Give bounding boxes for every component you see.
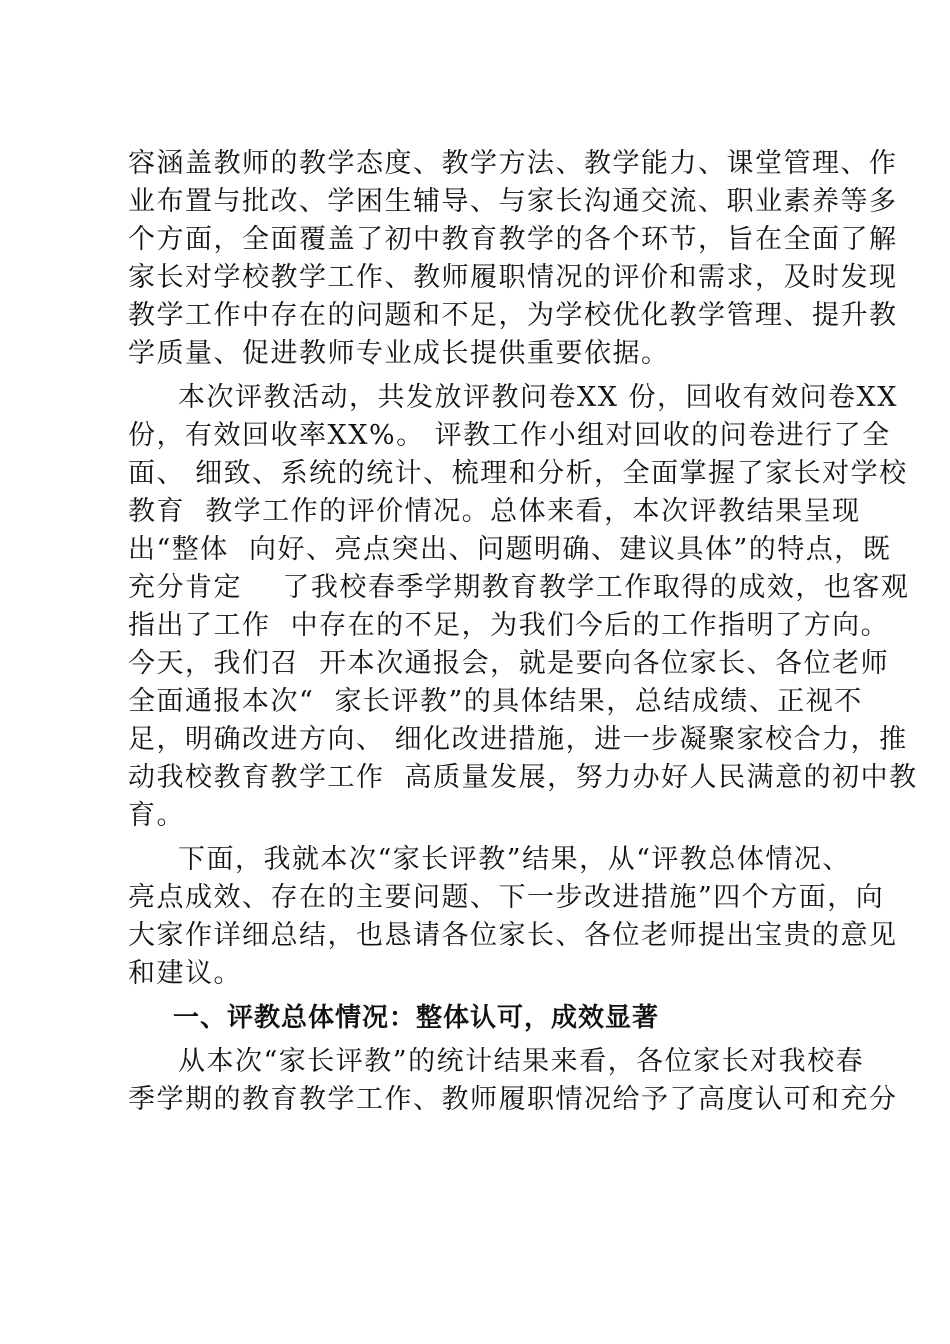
text-line: 育。 xyxy=(128,800,185,831)
text-line: 面、 细致、系统的统计、梳理和分析，全面掌握了家长对学校 xyxy=(128,458,908,489)
text-line: 个方面，全面覆盖了初中教育教学的各个环节，旨在全面了解 xyxy=(128,224,898,255)
text-line: 容涵盖教师的教学态度、教学方法、教学能力、课堂管理、作 xyxy=(128,148,898,179)
text-line: 今天，我们召 开本次通报会，就是要向各位家长、各位老师 xyxy=(128,648,890,679)
paragraph-scope xyxy=(128,145,898,373)
text-line: 家长对学校教学工作、教师履职情况的评价和需求，及时发现 xyxy=(128,262,898,293)
text-line: 教学工作中存在的问题和不足，为学校优化教学管理、提升教 xyxy=(128,300,898,331)
text-line: 大家作详细总结，也恳请各位家长、各位老师提出宝贵的意见 xyxy=(128,920,898,951)
text-line: 和建议。 xyxy=(128,958,242,989)
text-line: 下面，我就本次“家长评教”结果，从“评教总体情况、 xyxy=(178,844,851,875)
text-line: 份，有效回收率XX%。 评教工作小组对回收的问卷进行了全 xyxy=(128,420,891,451)
text-line: 足，明确改进方向、 细化改进措施，进一步凝聚家校合力，推 xyxy=(128,724,908,755)
text-line: 学质量、促进教师专业成长提供重要依据。 xyxy=(128,338,670,369)
text-line: 亮点成效、存在的主要问题、下一步改进措施”四个方面，向 xyxy=(128,882,885,913)
text-line: 全面通报本次“ 家长评教”的具体结果，总结成绩、正视不 xyxy=(128,686,863,717)
section-heading: 一、评教总体情况：整体认可，成效显著 xyxy=(173,1003,660,1033)
paragraph-outline xyxy=(128,841,898,993)
text-line: 业布置与批改、学困生辅导、与家长沟通交流、职业素养等多 xyxy=(128,186,898,217)
text-line: 出“整体 向好、亮点突出、问题明确、建议具体”的特点，既 xyxy=(128,534,892,565)
text-line: 季学期的教育教学工作、教师履职情况给予了高度认可和充分 xyxy=(128,1084,898,1115)
text-line: 本次评教活动，共发放评教问卷XX 份，回收有效问卷XX xyxy=(178,382,898,413)
text-line: 教育 教学工作的评价情况。总体来看，本次评教结果呈现 xyxy=(128,496,861,527)
text-line: 从本次“家长评教”的统计结果来看，各位家长对我校春 xyxy=(178,1046,865,1077)
text-line: 指出了工作 中存在的不足，为我们今后的工作指明了方向。 xyxy=(128,610,890,641)
text-line: 充分肯定 了我校春季学期教育教学工作取得的成效，也客观 xyxy=(128,572,910,603)
paragraph-overall-results xyxy=(128,1043,898,1119)
text-line: 动我校教育教学工作 高质量发展，努力办好人民满意的初中教 xyxy=(128,762,918,793)
document-body xyxy=(128,145,918,1119)
paragraph-survey-results xyxy=(128,379,918,835)
